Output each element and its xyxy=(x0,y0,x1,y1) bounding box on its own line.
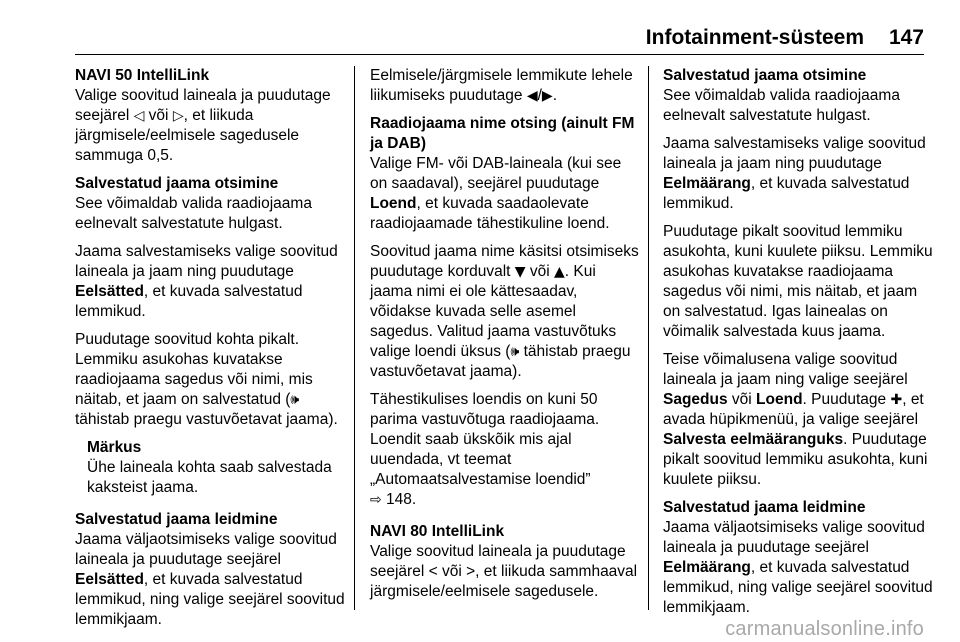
left-triangle-icon: ◁ xyxy=(133,108,145,124)
section-heading: Salvestatud jaama otsimine xyxy=(663,67,867,84)
header-rule xyxy=(75,54,924,55)
header-title: Infotainment-süsteem xyxy=(645,26,864,49)
right-triangle-icon: ▷ xyxy=(172,108,184,124)
column-divider xyxy=(354,66,355,610)
speaker-icon: 🕪 xyxy=(290,392,300,408)
section-heading: Salvestatud jaama leidmine xyxy=(75,511,278,528)
section-heading: NAVI 50 IntelliLink xyxy=(75,67,210,84)
paragraph: Valige soovitud laineala ja puudutage seejärel < või >, et liikuda sammhaaval järgmisele/eelmisele sagedusele. xyxy=(370,543,638,600)
right-arrow-icon: ▶ xyxy=(541,88,553,104)
paragraph: Valige soovitud laineala ja puudutage seejärel ◁ või ▷, et liikuda järgmisele/eelmisele sagedusele sammuga 0,5. xyxy=(75,87,331,164)
up-arrow-icon: ▲ xyxy=(554,264,565,280)
column-divider xyxy=(648,66,649,610)
greater-than-icon: > xyxy=(466,563,476,580)
paragraph: Eelmisele/järgmisele lemmikute lehele liikumiseks puudutage ◀/▶. xyxy=(370,67,633,104)
paragraph: Jaama väljaotsimiseks valige soovitud laineala ja puudutage seejärel Eelmäärang, et kuvada salvestatud lemmikud, ning valige seejärel soovitud lemmikjaam. xyxy=(663,519,933,616)
watermark: carmanualsonline.info xyxy=(725,618,924,640)
page-number: 147 xyxy=(888,26,924,49)
left-arrow-icon: ◀ xyxy=(526,88,538,104)
paragraph: Valige FM- või DAB-laineala (kui see on saadaval), seejärel puudutage Loend, et kuvada saadaolevate raadiojaamade tähestikuline loend. xyxy=(370,155,622,232)
column-left xyxy=(75,66,347,638)
paragraph: Puudutage soovitud kohta pikalt. Lemmiku asukohas kuvatakse raadiojaama sagedus või nimi, mis näitab, et jaam on salvestatud (🕪 tähistab praegu vastuvõetavat jaama). xyxy=(75,331,338,428)
paragraph: Teise võimalusena valige soovitud laineala ja jaam ning valige seejärel Sagedus või Loend. Puudutage ✚, et avada hüpikmenüü, ja valige seejärel Salvesta eelmääranguks. Puudutage pikalt soovitud lemmiku asukohta, kuni kuulete piiksu. xyxy=(663,351,928,488)
paragraph: Jaama salvestamiseks valige soovitud laineala ja jaam ning puudutage Eelsätted, et kuvada salvestatud lemmikud. xyxy=(75,243,338,320)
plus-icon: ✚ xyxy=(890,392,903,408)
paragraph: See võimaldab valida raadiojaama eelnevalt salvestatute hulgast. xyxy=(75,195,312,232)
paragraph: Jaama salvestamiseks valige soovitud laineala ja jaam ning puudutage Eelmäärang, et kuvada salvestatud lemmikud. xyxy=(663,135,926,212)
paragraph: Soovitud jaama nime käsitsi otsimiseks puudutage korduvalt ▼ või ▲. Kui jaama nimi ei ole kättesaadav, võidakse kuvada selle asemel sagedus. Valitud jaama vastuvõtuks valige loendi üksus (🕪 tähistab praegu vastuvõetavat jaama). xyxy=(370,243,639,380)
paragraph: See võimaldab valida raadiojaama eelnevalt salvestatute hulgast. xyxy=(663,87,900,124)
paragraph: Tähestikulises loendis on kuni 50 parima vastuvõtuga raadiojaama. Loendit saab ükskõik mis ajal uuendada, vt teemat „Automaatsalvestamise loendid” ⇨ 148. xyxy=(370,391,600,508)
note-text: Ühe laineala kohta saab salvestada kaksteist jaama. xyxy=(87,459,332,496)
speaker-icon: 🕪 xyxy=(510,344,520,360)
section-heading: NAVI 80 IntelliLink xyxy=(370,523,505,540)
paragraph: Puudutage pikalt soovitud lemmiku asukohta, kuni kuulete piiksu. Lemmiku asukohas kuvatakse raadiojaama sagedus või nimi, mis näitab, et jaam on salvestatud. Igas lainealas on võimalik salvestada kuus jaama. xyxy=(663,223,933,340)
column-right xyxy=(663,66,933,626)
note-title: Märkus xyxy=(87,439,142,456)
page-header xyxy=(0,0,960,60)
less-than-icon: < xyxy=(428,563,438,580)
section-heading: Salvestatud jaama otsimine xyxy=(75,175,279,192)
down-arrow-icon: ▼ xyxy=(514,264,526,280)
section-heading: Raadiojaama nime otsing (ainult FM ja DAB) xyxy=(370,115,635,152)
paragraph: Jaama väljaotsimiseks valige soovitud laineala ja puudutage seejärel Eelsätted, et kuvada salvestatud lemmikud, ning valige seejärel soovitud lemmikjaam. xyxy=(75,531,345,628)
column-middle xyxy=(370,66,640,610)
section-heading: Salvestatud jaama leidmine xyxy=(663,499,866,516)
note-box xyxy=(87,438,347,498)
see-reference-icon: ⇨ xyxy=(370,492,382,508)
